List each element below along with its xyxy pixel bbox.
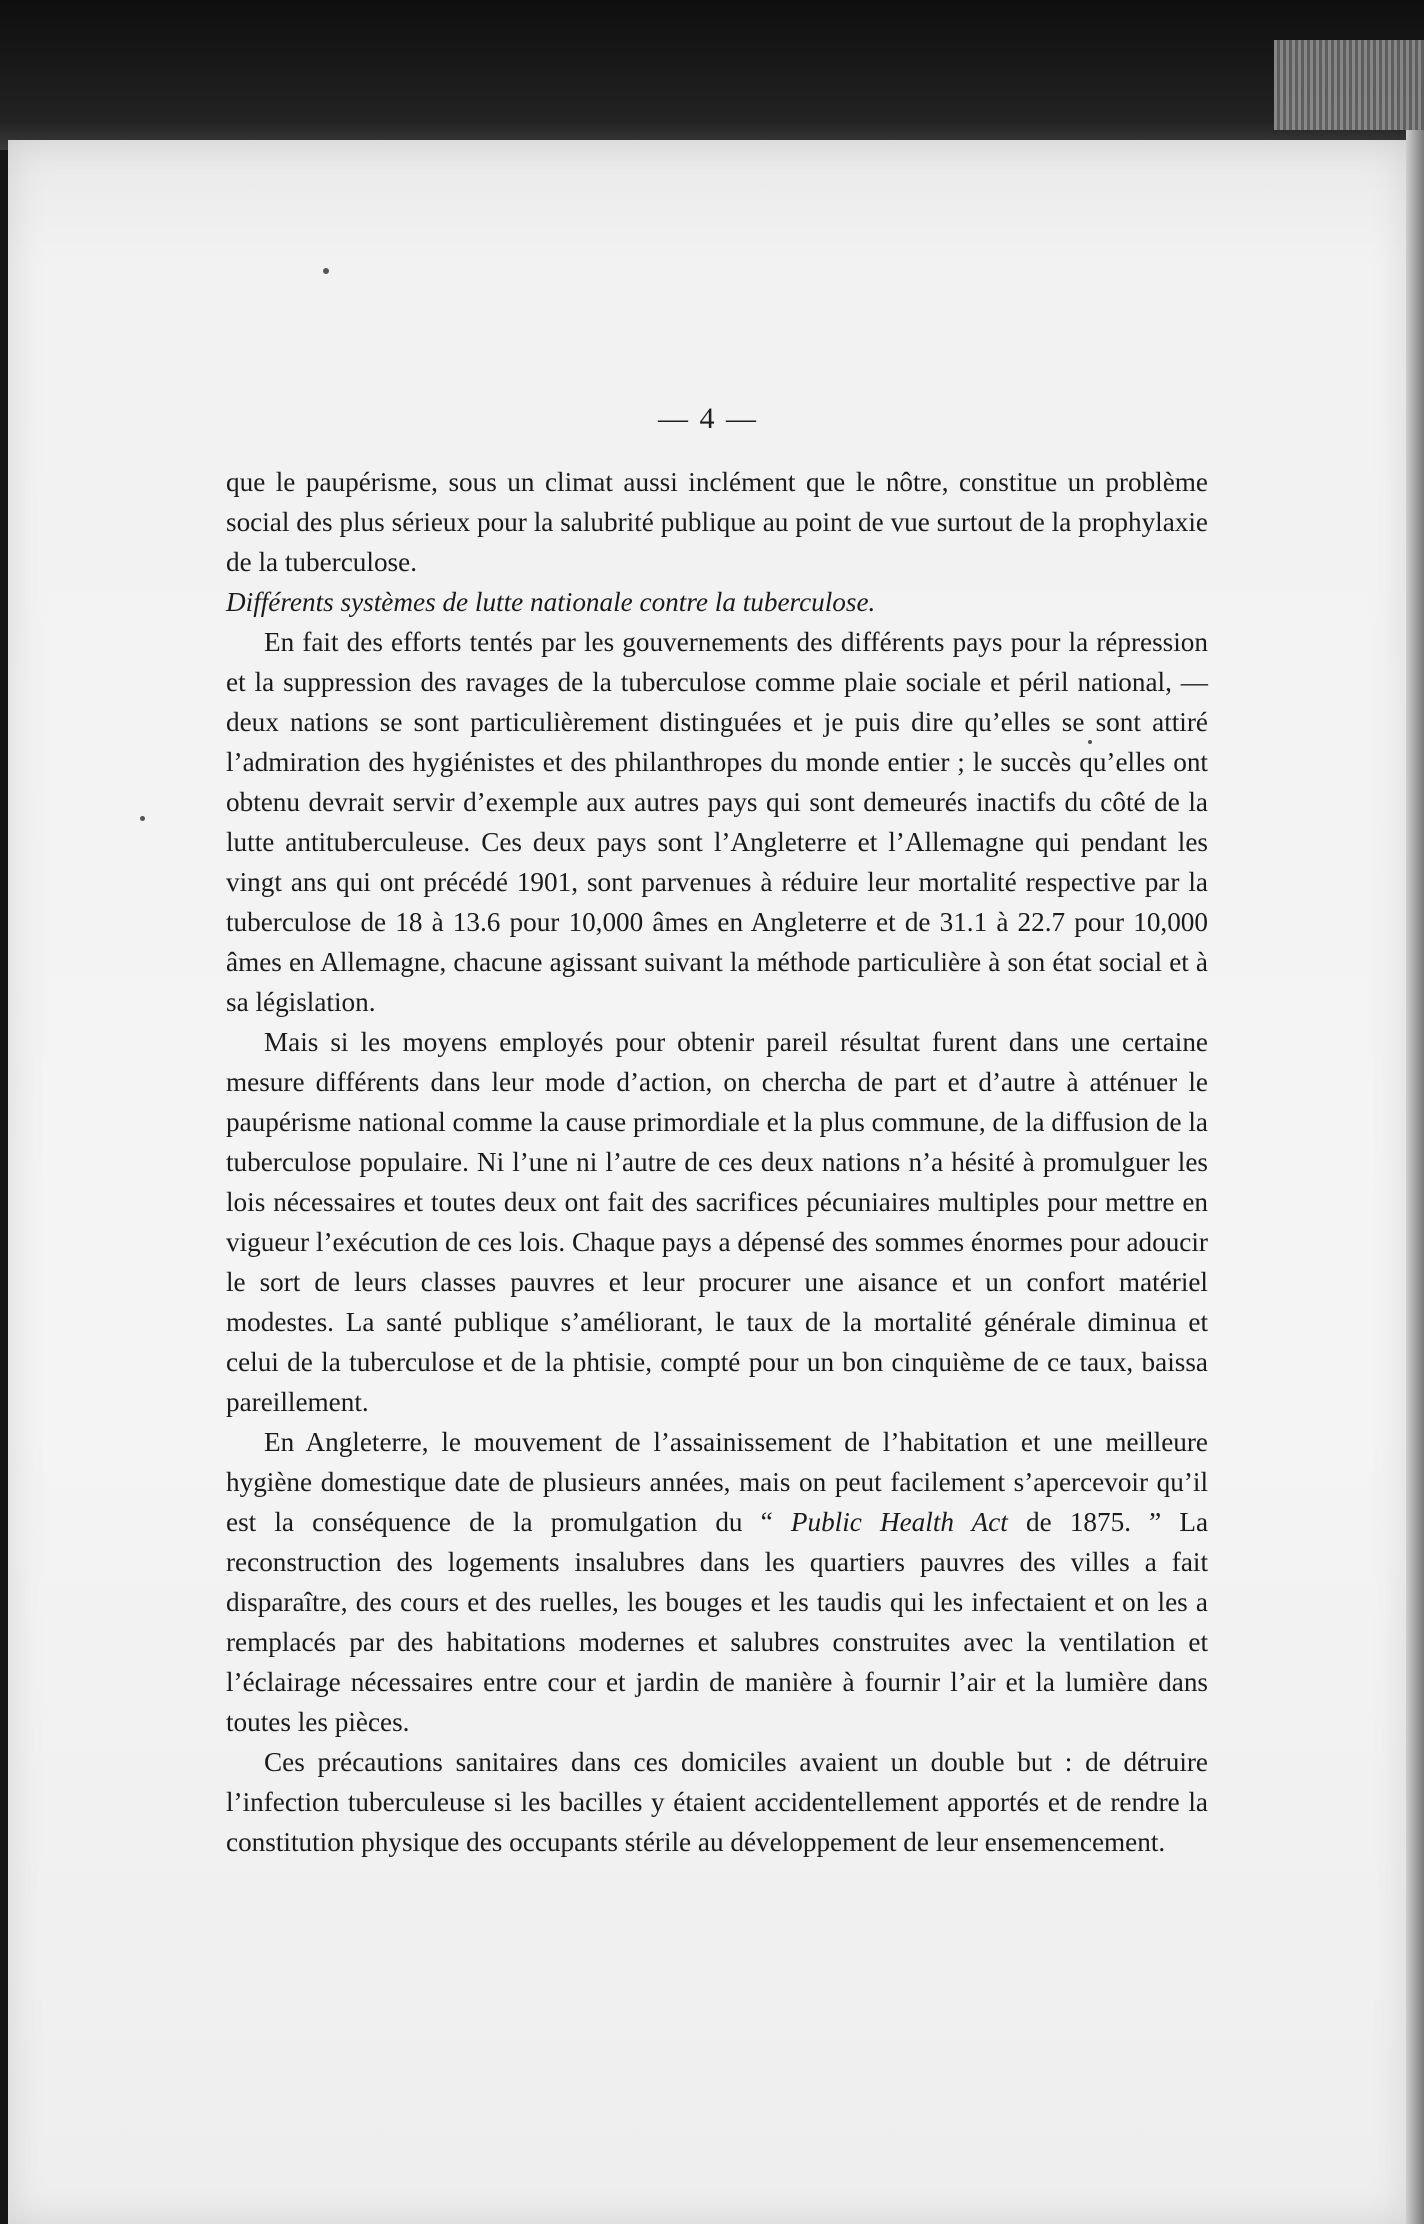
section-heading: Différents systèmes de lutte nationale contre la tuberculose. <box>226 587 876 617</box>
paragraph-3-end: de 1875. ” La reconstruction des logements insalubres dans les quartiers pauvres des villes a fait disparaître, des cours et des ruelles, les bouges et les taudis qui les infectaient et on les a remplacés par des habitations modernes et salubres construites avec la ventilation et l’éclairage nécessaires entre cour et jardin de manière à fournir l’air et la lumière dans toutes les pièces. <box>226 1507 1209 1737</box>
paragraph-1: En fait des efforts tentés par les gouvernements des différents pays pour la répression et la suppression des ravages de la tuberculose comme plaie sociale et péril national, — deux nations se sont particulièrement distinguées et je puis dire qu’elles se sont attiré l’admiration des hygiénistes et des philanthropes du monde entier ; le succès qu’elles ont obtenu devrait servir d’exemple aux autres pays qui sont demeurés inactifs du côté de la lutte antituberculeuse. Ces deux pays sont l’Angleterre et l’Allemagne qui pendant les vingt ans qui ont précédé 1901, sont parvenues à réduire leur mortalité respective par la tuberculose de 18 à 13.6 pour 10,000 âmes en Angleterre et de 31.1 à 22.7 pour 10,000 âmes en Allemagne, chacune agissant suivant la méthode particulière à son état social et à sa législation. <box>226 627 1208 1017</box>
dust-speck <box>1088 740 1092 744</box>
paragraph-2: Mais si les moyens employés pour obtenir pareil résultat furent dans une certaine mesure différents dans leur mode d’action, on chercha de part et d’autre à atténuer le paupérisme national comme la cause primordiale et la plus commune, de la diffusion de la tuberculose populaire. Ni l’une ni l’autre de ces deux nations n’a hésité à promulguer les lois nécessaires et toutes deux ont fait des sacrifices pécuniaires multiples pour mettre en vigueur l’exécution de ces lois. Chaque pays a dépensé des sommes énormes pour adoucir le sort de leurs classes pauvres et leur procurer une aisance et un confort matériel modestes. La santé publique s’améliorant, le taux de la mortalité générale diminua et celui de la tuberculose et de la phtisie, compté pour un bon cinquième de ce taux, baissa pareillement. <box>226 1027 1208 1417</box>
act-title: Public Health Act <box>790 1507 1008 1537</box>
body-text <box>226 462 1208 1862</box>
paragraph-3 <box>226 1422 1208 1742</box>
scan-top-border <box>0 0 1424 150</box>
opening-paragraph: que le paupérisme, sous un climat aussi inclément que le nôtre, constitue un problème social des plus sérieux pour la salubrité publique au point de vue surtout de la prophylaxie de la tuberculose. <box>226 467 1208 577</box>
scan-edge-strip <box>1274 40 1424 130</box>
paragraph-3-start: En Angleterre, le mouvement de l’assainissement de l’habitation et une meilleure hygiène domestique date de plusieurs années, mais on peut facilement s’apercevoir qu’il est la conséquence de la promulgation du “ <box>226 1427 1208 1537</box>
scan-right-edge <box>1406 130 1424 2224</box>
page-sheet <box>8 140 1408 2224</box>
dust-speck <box>140 816 145 821</box>
page-number: — 4 — <box>658 402 758 435</box>
dust-speck <box>323 268 329 274</box>
paragraph-4: Ces précautions sanitaires dans ces domiciles avaient un double but : de détruire l’infection tuberculeuse si les bacilles y étaient accidentellement apportés et de rendre la constitution physique des occupants stérile au développement de leur ensemencement. <box>226 1747 1208 1857</box>
